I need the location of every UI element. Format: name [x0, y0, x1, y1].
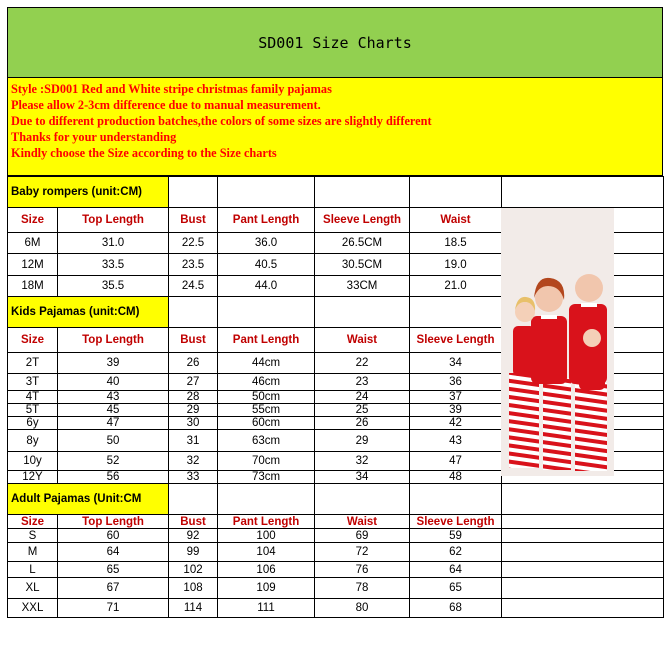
empty-cell — [169, 484, 218, 515]
empty-cell — [410, 297, 502, 328]
table-row — [8, 515, 664, 529]
empty-cell — [502, 578, 664, 599]
table-cell: 8y — [8, 430, 58, 452]
table-cell: 24.5 — [169, 276, 218, 297]
table-cell: 3T — [8, 374, 58, 391]
table-cell: 109 — [218, 578, 315, 599]
table-cell: L — [8, 562, 58, 578]
column-header: Bust — [169, 328, 218, 353]
column-header: Top Length — [58, 208, 169, 233]
table-cell: 43 — [58, 391, 169, 404]
table-cell: XL — [8, 578, 58, 599]
table-row — [8, 484, 664, 515]
table-cell: 30.5CM — [315, 254, 410, 276]
table-cell: S — [8, 529, 58, 543]
table-cell: 10y — [8, 452, 58, 471]
table-cell: 63cm — [218, 430, 315, 452]
table-cell: 48 — [410, 471, 502, 484]
empty-cell — [410, 177, 502, 208]
table-cell: 29 — [315, 430, 410, 452]
table-cell: 100 — [218, 529, 315, 543]
table-cell: 78 — [315, 578, 410, 599]
empty-cell — [315, 177, 410, 208]
table-cell: 23.5 — [169, 254, 218, 276]
table-cell: 80 — [315, 599, 410, 618]
table-cell: 99 — [169, 543, 218, 562]
table-cell: 5T — [8, 404, 58, 417]
table-cell: 62 — [410, 543, 502, 562]
table-row — [8, 578, 664, 599]
empty-cell — [502, 529, 664, 543]
table-cell: 102 — [169, 562, 218, 578]
empty-cell — [502, 484, 664, 515]
table-cell: 60 — [58, 529, 169, 543]
table-cell: 92 — [169, 529, 218, 543]
table-cell: 18.5 — [410, 233, 502, 254]
column-header: Size — [8, 208, 58, 233]
table-cell: 33 — [169, 471, 218, 484]
note-line: Please allow 2-3cm difference due to manual measurement. — [11, 98, 321, 112]
table-cell: 64 — [410, 562, 502, 578]
table-cell: 21.0 — [410, 276, 502, 297]
table-cell: 32 — [315, 452, 410, 471]
table-cell: 24 — [315, 391, 410, 404]
table-cell: 55cm — [218, 404, 315, 417]
table-cell: 70cm — [218, 452, 315, 471]
table-cell: 106 — [218, 562, 315, 578]
empty-cell — [502, 562, 664, 578]
empty-cell — [218, 484, 315, 515]
column-header: Pant Length — [218, 328, 315, 353]
table-cell: 104 — [218, 543, 315, 562]
table-row — [8, 529, 664, 543]
table-cell: 36.0 — [218, 233, 315, 254]
empty-cell — [218, 297, 315, 328]
table-cell: 2T — [8, 353, 58, 374]
empty-cell — [502, 543, 664, 562]
table-cell: 65 — [410, 578, 502, 599]
empty-cell — [502, 177, 664, 208]
column-header: Bust — [169, 208, 218, 233]
section-title: Adult Pajamas (Unit:CM — [8, 484, 169, 515]
table-cell: 72 — [315, 543, 410, 562]
column-header: Waist — [315, 328, 410, 353]
empty-cell — [410, 484, 502, 515]
column-header: Sleeve Length — [315, 208, 410, 233]
note-line: Thanks for your understanding — [11, 130, 177, 144]
column-header: Pant Length — [218, 515, 315, 529]
table-cell: 33CM — [315, 276, 410, 297]
table-cell: 27 — [169, 374, 218, 391]
table-cell: 111 — [218, 599, 315, 618]
table-cell: XXL — [8, 599, 58, 618]
table-cell: 43 — [410, 430, 502, 452]
notes-block — [7, 78, 663, 176]
table-cell: 50 — [58, 430, 169, 452]
empty-cell — [218, 177, 315, 208]
empty-cell — [502, 599, 664, 618]
table-cell: 35.5 — [58, 276, 169, 297]
column-header: Pant Length — [218, 208, 315, 233]
empty-cell — [169, 177, 218, 208]
table-row — [8, 599, 664, 618]
note-line: Due to different production batches,the colors of some sizes are slightly different — [11, 114, 432, 128]
table-cell: 36 — [410, 374, 502, 391]
note-line: Style :SD001 Red and White stripe christmas family pajamas — [11, 82, 332, 96]
table-cell: 65 — [58, 562, 169, 578]
table-cell: 29 — [169, 404, 218, 417]
column-header: Top Length — [58, 515, 169, 529]
table-cell: 22.5 — [169, 233, 218, 254]
table-cell: 56 — [58, 471, 169, 484]
table-cell: 32 — [169, 452, 218, 471]
table-cell: 30 — [169, 417, 218, 430]
empty-cell — [315, 297, 410, 328]
column-header: Sleeve Length — [410, 328, 502, 353]
table-row — [8, 543, 664, 562]
table-cell: 76 — [315, 562, 410, 578]
page-title: SD001 Size Charts — [7, 7, 663, 78]
table-cell: 108 — [169, 578, 218, 599]
column-header: Top Length — [58, 328, 169, 353]
table-cell: 44cm — [218, 353, 315, 374]
table-cell: 39 — [410, 404, 502, 417]
table-cell: 18M — [8, 276, 58, 297]
family-photo-icon — [501, 208, 614, 476]
table-cell: 60cm — [218, 417, 315, 430]
table-cell: 39 — [58, 353, 169, 374]
table-cell: 47 — [410, 452, 502, 471]
table-cell: 45 — [58, 404, 169, 417]
table-cell: 33.5 — [58, 254, 169, 276]
table-cell: 59 — [410, 529, 502, 543]
table-cell: 64 — [58, 543, 169, 562]
table-cell: 31 — [169, 430, 218, 452]
table-cell: 12Y — [8, 471, 58, 484]
table-cell: 23 — [315, 374, 410, 391]
table-cell: 52 — [58, 452, 169, 471]
table-cell: 34 — [315, 471, 410, 484]
table-cell: 68 — [410, 599, 502, 618]
table-cell: 114 — [169, 599, 218, 618]
column-header: Size — [8, 328, 58, 353]
column-header: Bust — [169, 515, 218, 529]
table-cell: 6M — [8, 233, 58, 254]
table-cell: 37 — [410, 391, 502, 404]
column-header: Sleeve Length — [410, 515, 502, 529]
table-cell: 69 — [315, 529, 410, 543]
table-cell: 71 — [58, 599, 169, 618]
table-cell: 73cm — [218, 471, 315, 484]
table-cell: 47 — [58, 417, 169, 430]
table-cell: 50cm — [218, 391, 315, 404]
table-row — [8, 177, 664, 208]
table-cell: 26 — [169, 353, 218, 374]
table-cell: 42 — [410, 417, 502, 430]
column-header: Waist — [410, 208, 502, 233]
empty-cell — [502, 515, 664, 529]
empty-cell — [315, 484, 410, 515]
table-cell: 40.5 — [218, 254, 315, 276]
table-cell: 25 — [315, 404, 410, 417]
section-title: Kids Pajamas (unit:CM) — [8, 297, 169, 328]
table-cell: 6y — [8, 417, 58, 430]
table-cell: 67 — [58, 578, 169, 599]
table-cell: 44.0 — [218, 276, 315, 297]
table-cell: 4T — [8, 391, 58, 404]
table-cell: M — [8, 543, 58, 562]
table-cell: 26 — [315, 417, 410, 430]
table-cell: 34 — [410, 353, 502, 374]
note-line: Kindly choose the Size according to the Size charts — [11, 146, 277, 160]
table-cell: 22 — [315, 353, 410, 374]
section-title: Baby rompers (unit:CM) — [8, 177, 169, 208]
empty-cell — [169, 297, 218, 328]
table-cell: 40 — [58, 374, 169, 391]
table-cell: 19.0 — [410, 254, 502, 276]
table-cell: 12M — [8, 254, 58, 276]
column-header: Size — [8, 515, 58, 529]
table-cell: 31.0 — [58, 233, 169, 254]
table-cell: 28 — [169, 391, 218, 404]
column-header: Waist — [315, 515, 410, 529]
table-row — [8, 562, 664, 578]
table-cell: 46cm — [218, 374, 315, 391]
table-cell: 26.5CM — [315, 233, 410, 254]
